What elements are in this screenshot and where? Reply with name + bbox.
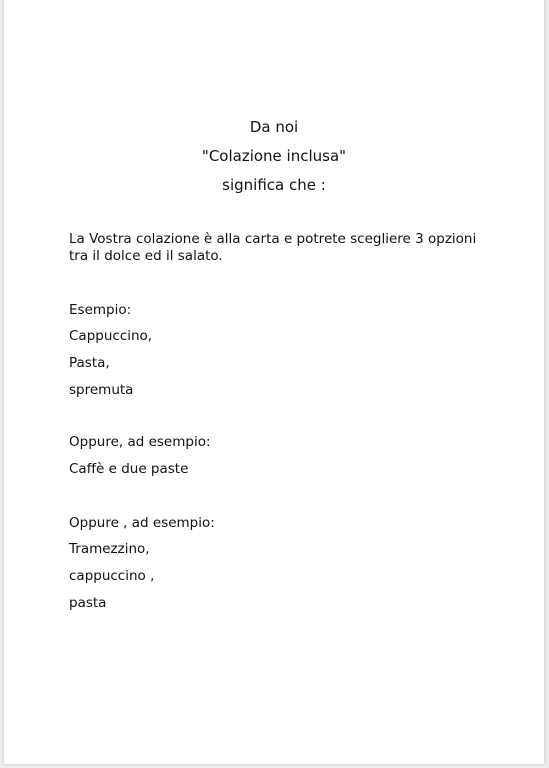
example-2-label: Oppure, ad esempio: [69,434,211,450]
example-1-label: Esempio: [69,302,132,318]
example-1-item: Cappuccino, [69,328,153,344]
example-3-item: cappuccino , [69,568,155,584]
example-3-item: Tramezzino, [69,541,150,557]
title-line-2: "Colazione inclusa" [201,147,347,165]
title-line-3: significa che : [222,176,326,194]
document-page [4,0,544,764]
example-2-item: Caffè e due paste [69,461,189,477]
example-3-item: pasta [69,595,107,611]
intro-paragraph: La Vostra colazione è alla carta e potrete scegliere 3 opzioni tra il dolce ed il salato. [69,231,477,264]
example-3-label: Oppure , ad esempio: [69,515,215,531]
example-1-item: Pasta, [69,355,110,371]
title-line-1: Da noi [249,118,299,136]
example-1-item: spremuta [69,382,134,398]
